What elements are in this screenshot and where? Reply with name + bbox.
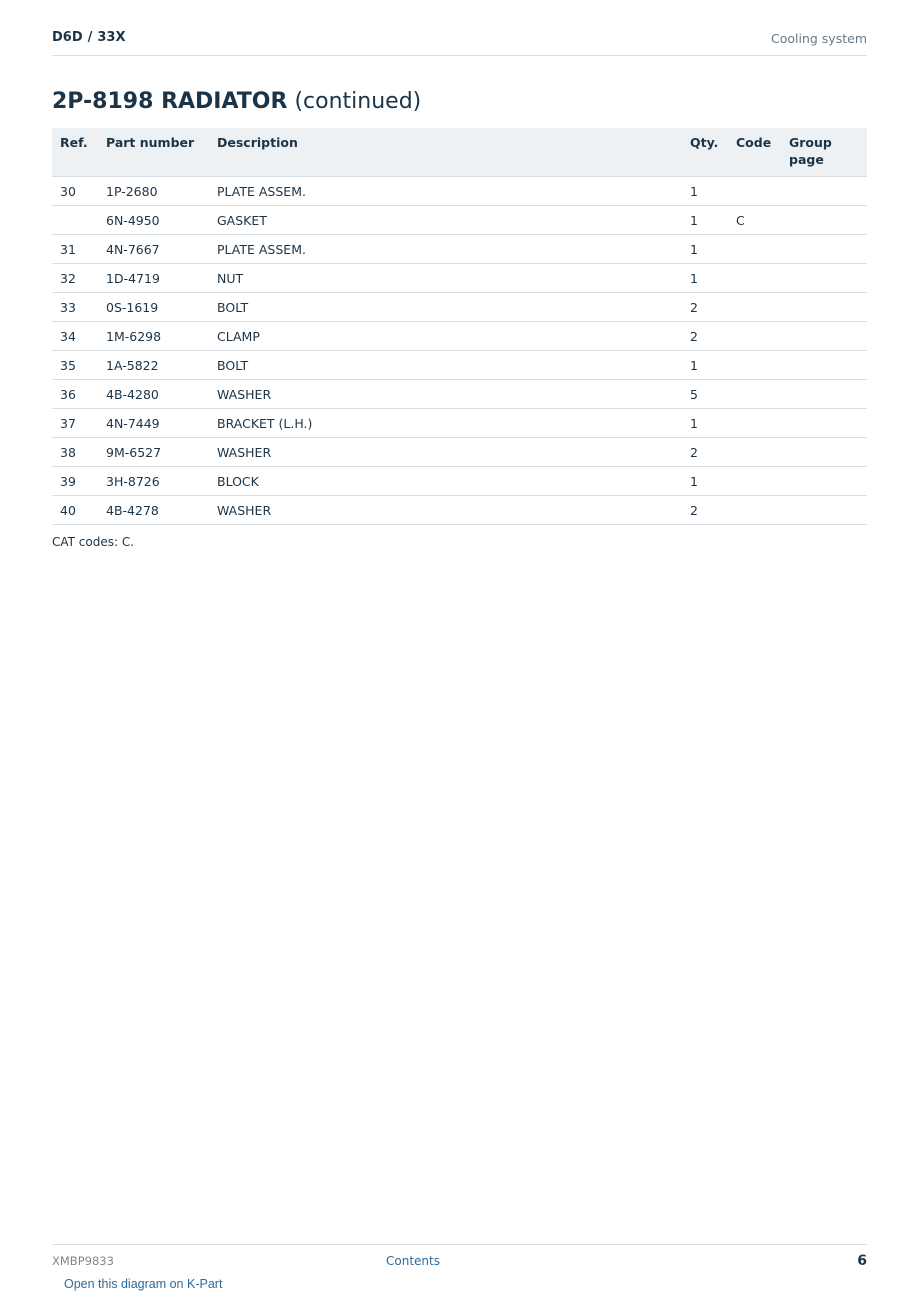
column-header-description: Description <box>209 128 682 177</box>
cell-part-number: 1D-4719 <box>98 264 209 293</box>
cell-qty: 2 <box>682 438 728 467</box>
column-header-part-number: Part number <box>98 128 209 177</box>
column-header-group-page: Group page <box>781 128 867 177</box>
cell-description: WASHER <box>209 438 682 467</box>
cell-part-number: 9M-6527 <box>98 438 209 467</box>
table-row <box>52 264 867 293</box>
cell-description: WASHER <box>209 380 682 409</box>
table-row <box>52 409 867 438</box>
cell-qty: 1 <box>682 351 728 380</box>
table-row <box>52 467 867 496</box>
cell-code <box>728 351 781 380</box>
cell-group-page <box>781 496 867 525</box>
page-title <box>52 89 421 114</box>
section-name: Cooling system <box>771 31 867 46</box>
cell-ref: 38 <box>52 438 98 467</box>
cell-code <box>728 235 781 264</box>
table-row <box>52 206 867 235</box>
cell-group-page <box>781 235 867 264</box>
breadcrumb-separator: / <box>87 30 93 45</box>
cell-qty: 1 <box>682 235 728 264</box>
column-header-qty: Qty. <box>682 128 728 177</box>
cell-description: BLOCK <box>209 467 682 496</box>
document-id: XMBP9833 <box>52 1254 114 1268</box>
cell-group-page <box>781 293 867 322</box>
table-body <box>52 177 867 525</box>
cell-ref: 30 <box>52 177 98 206</box>
title-suffix: (continued) <box>294 89 422 114</box>
cell-ref: 34 <box>52 322 98 351</box>
cell-group-page <box>781 351 867 380</box>
cell-description: BOLT <box>209 293 682 322</box>
cell-qty: 1 <box>682 264 728 293</box>
cell-code <box>728 409 781 438</box>
column-header-ref: Ref. <box>52 128 98 177</box>
cell-description: NUT <box>209 264 682 293</box>
cell-code <box>728 496 781 525</box>
cell-ref: 36 <box>52 380 98 409</box>
cell-ref: 35 <box>52 351 98 380</box>
page-header <box>52 28 867 56</box>
cell-qty: 2 <box>682 293 728 322</box>
cell-code <box>728 177 781 206</box>
cell-code <box>728 438 781 467</box>
cell-part-number: 3H-8726 <box>98 467 209 496</box>
cell-ref <box>52 206 98 235</box>
cell-qty: 2 <box>682 496 728 525</box>
open-kpart-link[interactable]: Open this diagram on K-Part <box>64 1277 223 1291</box>
cell-part-number: 1M-6298 <box>98 322 209 351</box>
table-row <box>52 177 867 206</box>
cell-part-number: 4N-7449 <box>98 409 209 438</box>
table-header <box>52 128 867 177</box>
cell-description: BRACKET (L.H.) <box>209 409 682 438</box>
cat-codes-note: CAT codes: C. <box>52 535 135 549</box>
cell-qty: 1 <box>682 467 728 496</box>
table-row <box>52 351 867 380</box>
cell-qty: 1 <box>682 206 728 235</box>
breadcrumb-model: D6D <box>52 30 83 45</box>
cell-part-number: 4B-4278 <box>98 496 209 525</box>
cell-part-number: 4B-4280 <box>98 380 209 409</box>
cell-qty: 1 <box>682 177 728 206</box>
cell-ref: 40 <box>52 496 98 525</box>
cell-group-page <box>781 322 867 351</box>
cell-description: CLAMP <box>209 322 682 351</box>
cell-code: C <box>728 206 781 235</box>
cell-ref: 31 <box>52 235 98 264</box>
cell-ref: 39 <box>52 467 98 496</box>
cell-group-page <box>781 206 867 235</box>
cell-qty: 5 <box>682 380 728 409</box>
cell-group-page <box>781 380 867 409</box>
cell-group-page <box>781 467 867 496</box>
table-row <box>52 496 867 525</box>
cell-group-page <box>781 438 867 467</box>
cell-description: WASHER <box>209 496 682 525</box>
parts-table <box>52 128 867 525</box>
cell-qty: 2 <box>682 322 728 351</box>
cell-qty: 1 <box>682 409 728 438</box>
cell-description: PLATE ASSEM. <box>209 235 682 264</box>
table-row <box>52 438 867 467</box>
breadcrumb <box>52 30 126 45</box>
page-number: 6 <box>857 1253 867 1269</box>
cell-code <box>728 293 781 322</box>
table-row <box>52 380 867 409</box>
page-footer <box>52 1244 867 1301</box>
contents-link[interactable]: Contents <box>386 1254 440 1268</box>
table-row <box>52 322 867 351</box>
cell-code <box>728 264 781 293</box>
cell-ref: 32 <box>52 264 98 293</box>
cell-description: GASKET <box>209 206 682 235</box>
cell-group-page <box>781 177 867 206</box>
cell-part-number: 4N-7667 <box>98 235 209 264</box>
table-row <box>52 293 867 322</box>
cell-part-number: 0S-1619 <box>98 293 209 322</box>
cell-code <box>728 467 781 496</box>
cell-description: PLATE ASSEM. <box>209 177 682 206</box>
column-header-code: Code <box>728 128 781 177</box>
cell-part-number: 6N-4950 <box>98 206 209 235</box>
breadcrumb-serial: 33X <box>97 30 126 45</box>
cell-ref: 33 <box>52 293 98 322</box>
cell-description: BOLT <box>209 351 682 380</box>
title-part: 2P-8198 RADIATOR <box>52 89 288 114</box>
cell-part-number: 1A-5822 <box>98 351 209 380</box>
table-row <box>52 235 867 264</box>
cell-part-number: 1P-2680 <box>98 177 209 206</box>
cell-group-page <box>781 409 867 438</box>
cell-code <box>728 380 781 409</box>
cell-ref: 37 <box>52 409 98 438</box>
cell-code <box>728 322 781 351</box>
cell-group-page <box>781 264 867 293</box>
